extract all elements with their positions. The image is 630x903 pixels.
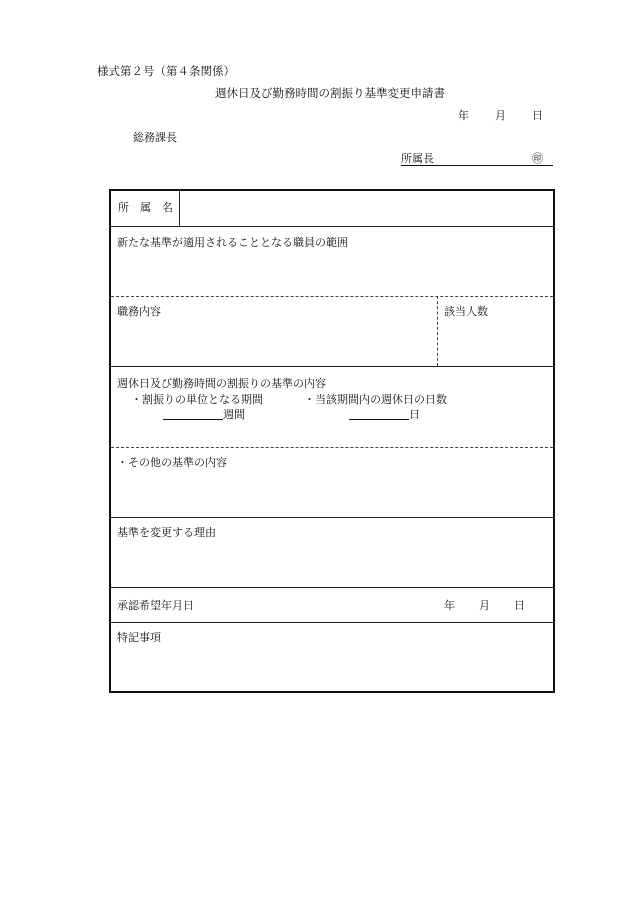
application-date — [458, 110, 543, 121]
application-form-table — [109, 189, 555, 693]
staff-scope-label: 新たな基準が適用されることとなる職員の範囲 — [117, 236, 348, 249]
row-separator-dashed — [111, 296, 553, 297]
approval-day-label: 日 — [514, 599, 525, 612]
document-title: 週休日及び勤務時間の割振り基準変更申請書 — [215, 86, 445, 100]
unit-period-field — [163, 408, 245, 420]
rest-days-blank — [349, 408, 409, 420]
row-separator — [111, 517, 553, 518]
duties-label: 職務内容 — [117, 305, 161, 318]
unit-period-suffix: 週間 — [223, 408, 245, 421]
affiliation-divider — [179, 191, 180, 226]
row-separator — [111, 366, 553, 367]
rest-days-field — [349, 408, 420, 420]
seal-mark: ㊞ — [532, 152, 543, 165]
affiliation-label: 所 属 名 — [118, 201, 173, 214]
row-separator — [111, 587, 553, 588]
row-separator-dashed — [111, 447, 553, 448]
unit-period-label: ・割振りの単位となる期間 — [131, 393, 263, 406]
criteria-label: 週休日及び勤務時間の割振りの基準の内容 — [117, 377, 326, 390]
rest-days-suffix: 日 — [409, 408, 420, 421]
date-month-label: 月 — [495, 109, 506, 122]
duties-divider — [437, 296, 438, 366]
form-number: 様式第２号（第４条関係） — [97, 64, 235, 78]
approval-year-label: 年 — [444, 599, 455, 612]
applicant-label: 所属長 — [401, 152, 434, 165]
rest-days-label: ・当該期間内の週休日の日数 — [304, 393, 447, 406]
row-separator — [111, 226, 553, 227]
approval-month-label: 月 — [479, 599, 490, 612]
row-separator — [111, 622, 553, 623]
applicant-line — [401, 153, 553, 166]
addressee: 総務課長 — [133, 131, 177, 144]
unit-period-blank — [163, 408, 223, 420]
reason-label: 基準を変更する理由 — [117, 526, 216, 539]
other-criteria-label: ・その他の基準の内容 — [117, 456, 227, 469]
date-day-label: 日 — [532, 109, 543, 122]
headcount-label: 該当人数 — [444, 305, 488, 318]
date-year-label: 年 — [458, 109, 469, 122]
notes-label: 特記事項 — [117, 631, 161, 644]
approval-date-label: 承認希望年月日 — [117, 599, 194, 612]
